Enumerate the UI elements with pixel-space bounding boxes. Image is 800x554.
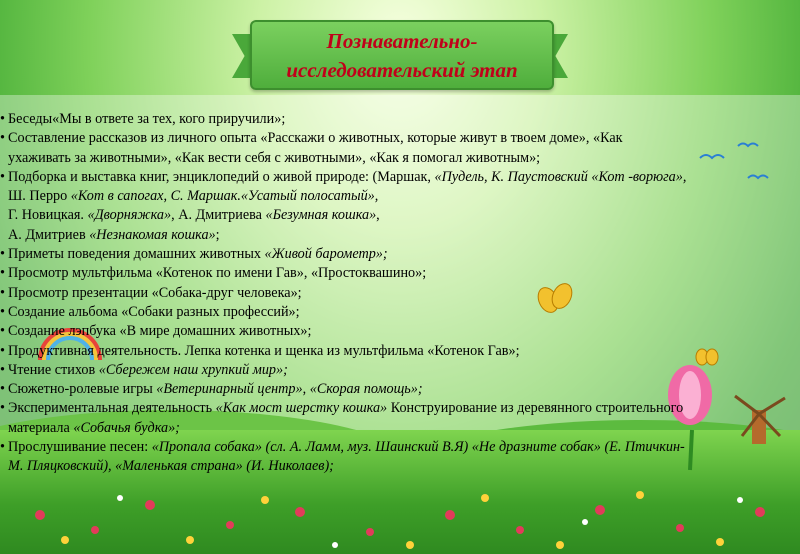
list-item-text: Конструирование из деревянного строительного xyxy=(387,400,684,417)
list-item-text: Чтение стихов xyxy=(8,361,99,378)
list-item xyxy=(0,322,800,341)
list-item-text: Прослушивание песен: xyxy=(8,439,152,456)
list-item-text: , xyxy=(376,207,380,224)
list-item-text: ; xyxy=(215,226,220,243)
list-item-text: «Дворняжка» xyxy=(87,207,172,224)
list-item-text: Создание лэпбука «В мире домашних животных»; xyxy=(8,323,312,340)
banner-title-line-1: Познавательно- xyxy=(326,29,478,53)
list-item xyxy=(0,110,800,129)
list-item-text: , А. Дмитриева xyxy=(171,207,266,224)
list-item xyxy=(0,361,800,380)
list-item-continuation xyxy=(0,187,800,206)
list-item-text: «Пропала собака» (сл. А. Ламм, муз. Шаинский В.Я) «Не дразните собак» (Е. Птичкин- xyxy=(151,439,685,456)
list-item xyxy=(0,380,800,399)
list-item-continuation xyxy=(0,419,800,438)
list-item-text: Беседы«Мы в ответе за тех, кого приручили»; xyxy=(8,111,286,127)
list-item-text: Просмотр презентации «Собака-друг человека»; xyxy=(8,284,302,301)
list-item xyxy=(0,264,800,283)
list-item-text: Просмотр мультфильма «Котенок по имени Гав», «Простоквашино»; xyxy=(8,265,427,282)
list-item xyxy=(0,284,800,303)
list-item-text: «Сбережем наш хрупкий мир»; xyxy=(98,361,288,378)
list-item-text: «Незнакомая кошка» xyxy=(89,226,216,243)
list-item-text: «Собачья будка»; xyxy=(73,419,180,436)
list-item-text: Г. Новицкая. xyxy=(8,207,88,224)
list-item-text: А. Дмитриев xyxy=(8,226,90,243)
list-item-text: «Ветеринарный центр» xyxy=(156,381,303,398)
list-item-continuation xyxy=(0,457,800,476)
list-item xyxy=(0,438,800,457)
list-item xyxy=(0,245,800,264)
list-item-text: Создание альбома «Собаки разных профессий»; xyxy=(8,303,300,320)
list-item-continuation xyxy=(0,206,800,225)
list-item-text: Ш. Перро xyxy=(8,188,71,205)
list-item-text: Составление рассказов из личного опыта «Расскажи о животных, которые живут в твоем доме», «Как xyxy=(8,130,623,147)
list-item-text: материала xyxy=(8,419,74,436)
list-item xyxy=(0,342,800,361)
list-item-text: Продуктивная деятельность. Лепка котенка и щенка из мультфильма «Котенок Гав»; xyxy=(8,342,520,359)
list-item-text: Приметы поведения домашних животных xyxy=(8,246,265,263)
list-item-text: «Как мост шерстку кошка» xyxy=(215,400,388,417)
banner-title-line-2: исследовательский этап xyxy=(286,58,518,82)
list-item xyxy=(0,303,800,322)
list-item xyxy=(0,129,800,148)
list-item-text: Подборка и выставка книг, энциклопедий о живой природе: (Маршак, xyxy=(8,168,435,185)
list-item-text: , xyxy=(302,381,310,398)
list-item-text: «Безумная кошка» xyxy=(265,207,377,224)
list-item xyxy=(0,399,800,418)
list-item-continuation xyxy=(0,149,800,168)
title-banner xyxy=(250,20,554,90)
list-item-text: «Пудель, К. Паустовский «Кот -ворюга», xyxy=(434,168,687,185)
list-item-text: М. Пляцковский), «Маленькая страна» (И. Николаев); xyxy=(8,458,334,475)
list-item-text: Экспериментальная деятельность xyxy=(8,400,216,417)
activity-list xyxy=(0,110,800,477)
list-item-text: ухаживать за животными», «Как вести себя с животными», «Как я помогал животным»; xyxy=(8,149,541,166)
list-item xyxy=(0,168,800,187)
list-item-continuation xyxy=(0,226,800,245)
list-item-text: «Живой барометр»; xyxy=(264,246,388,263)
list-item-text: «Кот в сапогах, С. Маршак.«Усатый полосатый», xyxy=(70,188,379,205)
list-item-text: Сюжетно-ролевые игры xyxy=(8,381,157,398)
list-item-text: «Скорая помощь»; xyxy=(309,381,423,398)
